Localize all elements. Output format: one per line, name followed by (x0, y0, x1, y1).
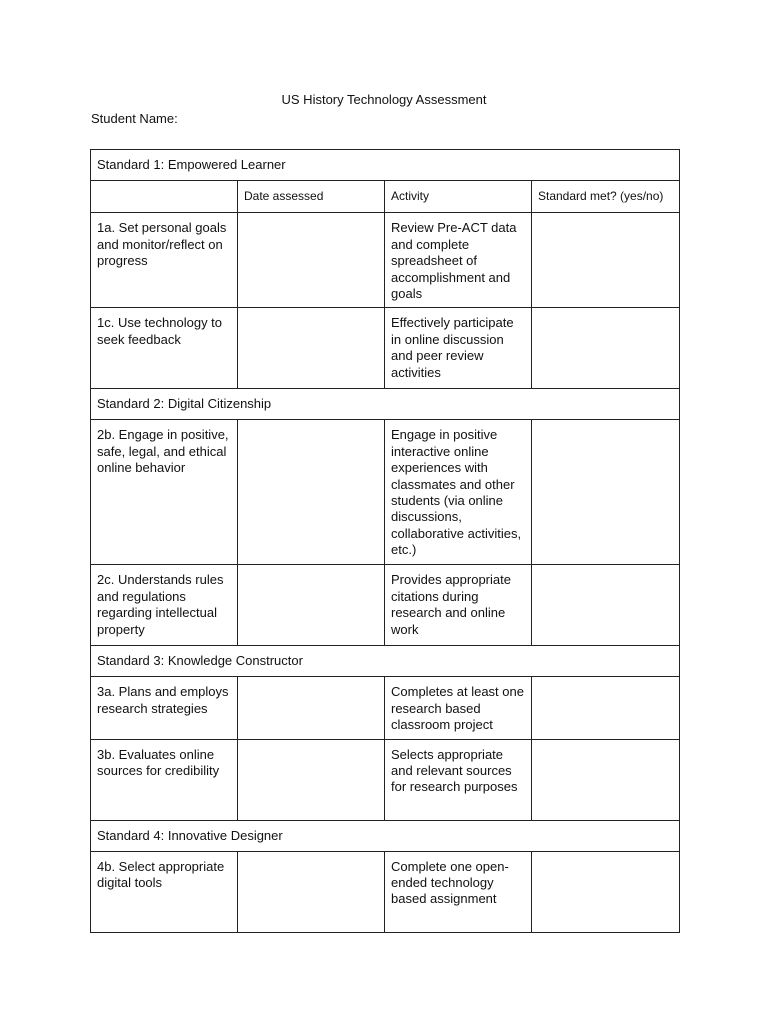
date-cell[interactable] (238, 308, 385, 389)
standard-cell: 4b. Select appropriate digital tools (91, 851, 238, 932)
activity-cell: Review Pre-ACT data and complete spreadsheet of accomplishment and goals (385, 213, 532, 308)
section-title: Standard 2: Digital Citizenship (91, 389, 680, 420)
header-cell-met: Standard met? (yes/no) (532, 181, 680, 213)
standard-met-cell[interactable] (532, 308, 680, 389)
header-cell-activity: Activity (385, 181, 532, 213)
assessment-table (90, 149, 680, 933)
table-row (91, 308, 680, 389)
table-row (91, 565, 680, 646)
document-title: US History Technology Assessment (281, 92, 487, 107)
standard-met-cell[interactable] (532, 213, 680, 308)
table-row (91, 851, 680, 932)
date-cell[interactable] (238, 677, 385, 739)
table-row (91, 213, 680, 308)
table-row (91, 677, 680, 739)
standard-met-cell[interactable] (532, 677, 680, 739)
activity-cell: Provides appropriate citations during research and online work (385, 565, 532, 646)
activity-cell: Effectively participate in online discussion and peer review activities (385, 308, 532, 389)
table-header-row (91, 181, 680, 213)
activity-cell: Selects appropriate and relevant sources for research purposes (385, 739, 532, 820)
section-row (91, 389, 680, 420)
standard-met-cell[interactable] (532, 565, 680, 646)
date-cell[interactable] (238, 565, 385, 646)
standard-cell: 2c. Understands rules and regulations regarding intellectual property (91, 565, 238, 646)
date-cell[interactable] (238, 851, 385, 932)
section-title: Standard 1: Empowered Learner (91, 150, 680, 181)
header-cell-date: Date assessed (238, 181, 385, 213)
header-cell-standard (91, 181, 238, 213)
date-cell[interactable] (238, 739, 385, 820)
standard-met-cell[interactable] (532, 739, 680, 820)
section-row (91, 150, 680, 181)
activity-cell: Engage in positive interactive online experiences with classmates and other students (via online discussions, collaborative activities, etc.) (385, 420, 532, 565)
table-row (91, 420, 680, 565)
activity-cell: Completes at least one research based classroom project (385, 677, 532, 739)
standard-met-cell[interactable] (532, 851, 680, 932)
date-cell[interactable] (238, 420, 385, 565)
activity-cell: Complete one open-ended technology based assignment (385, 851, 532, 932)
student-name-label: Student Name: (91, 111, 178, 126)
standard-met-cell[interactable] (532, 420, 680, 565)
date-cell[interactable] (238, 213, 385, 308)
section-row (91, 646, 680, 677)
section-row (91, 820, 680, 851)
standard-cell: 3a. Plans and employs research strategies (91, 677, 238, 739)
standard-cell: 1c. Use technology to seek feedback (91, 308, 238, 389)
standard-cell: 3b. Evaluates online sources for credibility (91, 739, 238, 820)
section-title: Standard 4: Innovative Designer (91, 820, 680, 851)
standard-cell: 2b. Engage in positive, safe, legal, and ethical online behavior (91, 420, 238, 565)
standard-cell: 1a. Set personal goals and monitor/reflect on progress (91, 213, 238, 308)
section-title: Standard 3: Knowledge Constructor (91, 646, 680, 677)
table-row (91, 739, 680, 820)
